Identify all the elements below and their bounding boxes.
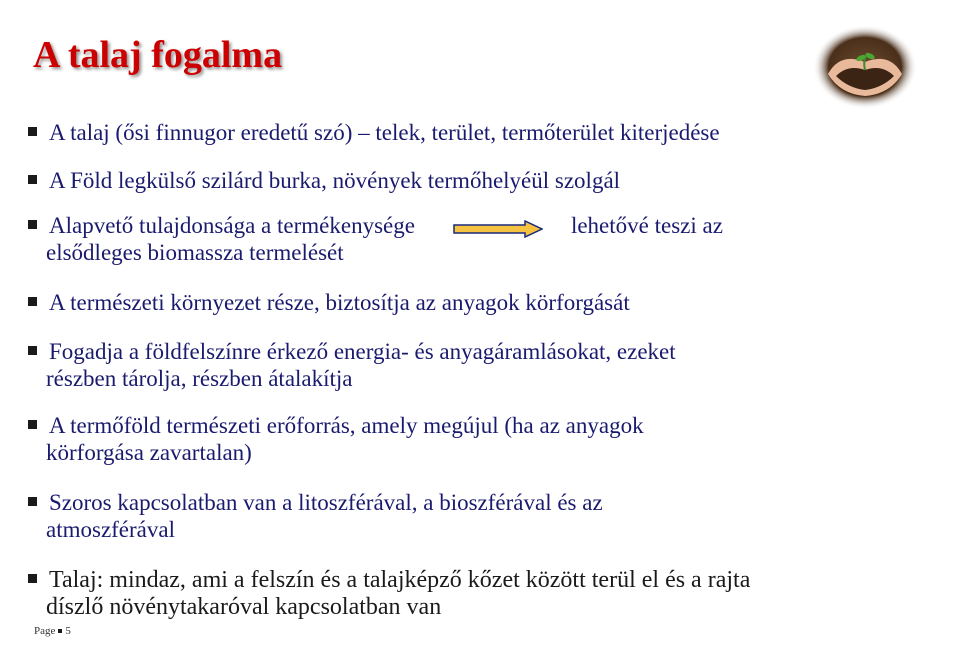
bullet-text-line2: körforgása zavartalan): [46, 440, 252, 465]
footer-square-icon: [58, 629, 62, 633]
bullet-text: A Föld legkülső szilárd burka, növények termőhelyéül szolgál: [49, 168, 621, 193]
right-arrow-icon: [453, 217, 543, 235]
bullet-text-line2: díszlő növénytakaróval kapcsolatban van: [46, 594, 442, 620]
square-bullet-icon: [28, 220, 37, 229]
bullet-text: Szoros kapcsolatban van a litoszférával, a bioszférával és az: [49, 490, 603, 515]
bullet-3: [28, 212, 928, 266]
bullet-text: A természeti környezet része, biztosítja az anyagok körforgását: [49, 290, 630, 315]
bullet-text-continued: lehetővé teszi az: [570, 213, 723, 238]
bullet-text: Alapvető tulajdonsága a termékenysége: [49, 213, 415, 238]
bullet-5: [28, 338, 928, 392]
bullet-1: [28, 119, 928, 146]
page-label: Page: [34, 625, 56, 637]
bullet-text: Fogadja a földfelszínre érkező energia- és anyagáramlásokat, ezeket: [49, 339, 676, 364]
bullet-8: [28, 567, 928, 621]
bullet-text: Talaj: mindaz, ami a felszín és a talajképző kőzet között terül el és a rajta: [49, 567, 751, 593]
page-number: 5: [65, 625, 71, 637]
bullet-6: [28, 412, 928, 466]
bullet-7: [28, 489, 928, 543]
bullet-text-line2: atmoszférával: [46, 517, 175, 542]
square-bullet-icon: [28, 420, 37, 429]
square-bullet-icon: [28, 127, 37, 136]
square-bullet-icon: [28, 574, 37, 583]
bullet-text: A talaj (ősi finnugor eredetű szó) – telek, terület, termőterület kiterjedése: [49, 120, 720, 145]
bullet-text-line2: részben tárolja, részben átalakítja: [46, 366, 353, 391]
square-bullet-icon: [28, 297, 37, 306]
bullet-2: [28, 167, 928, 194]
bullet-4: [28, 289, 928, 316]
square-bullet-icon: [28, 497, 37, 506]
slide-title: A talaj fogalma: [33, 34, 283, 76]
soil-hands-logo-icon: [810, 22, 920, 112]
bullet-text-line2: elsődleges biomassza termelését: [46, 240, 344, 265]
bullet-text: A termőföld természeti erőforrás, amely megújul (ha az anyagok: [49, 413, 644, 438]
page-footer: [34, 626, 71, 637]
square-bullet-icon: [28, 346, 37, 355]
square-bullet-icon: [28, 175, 37, 184]
